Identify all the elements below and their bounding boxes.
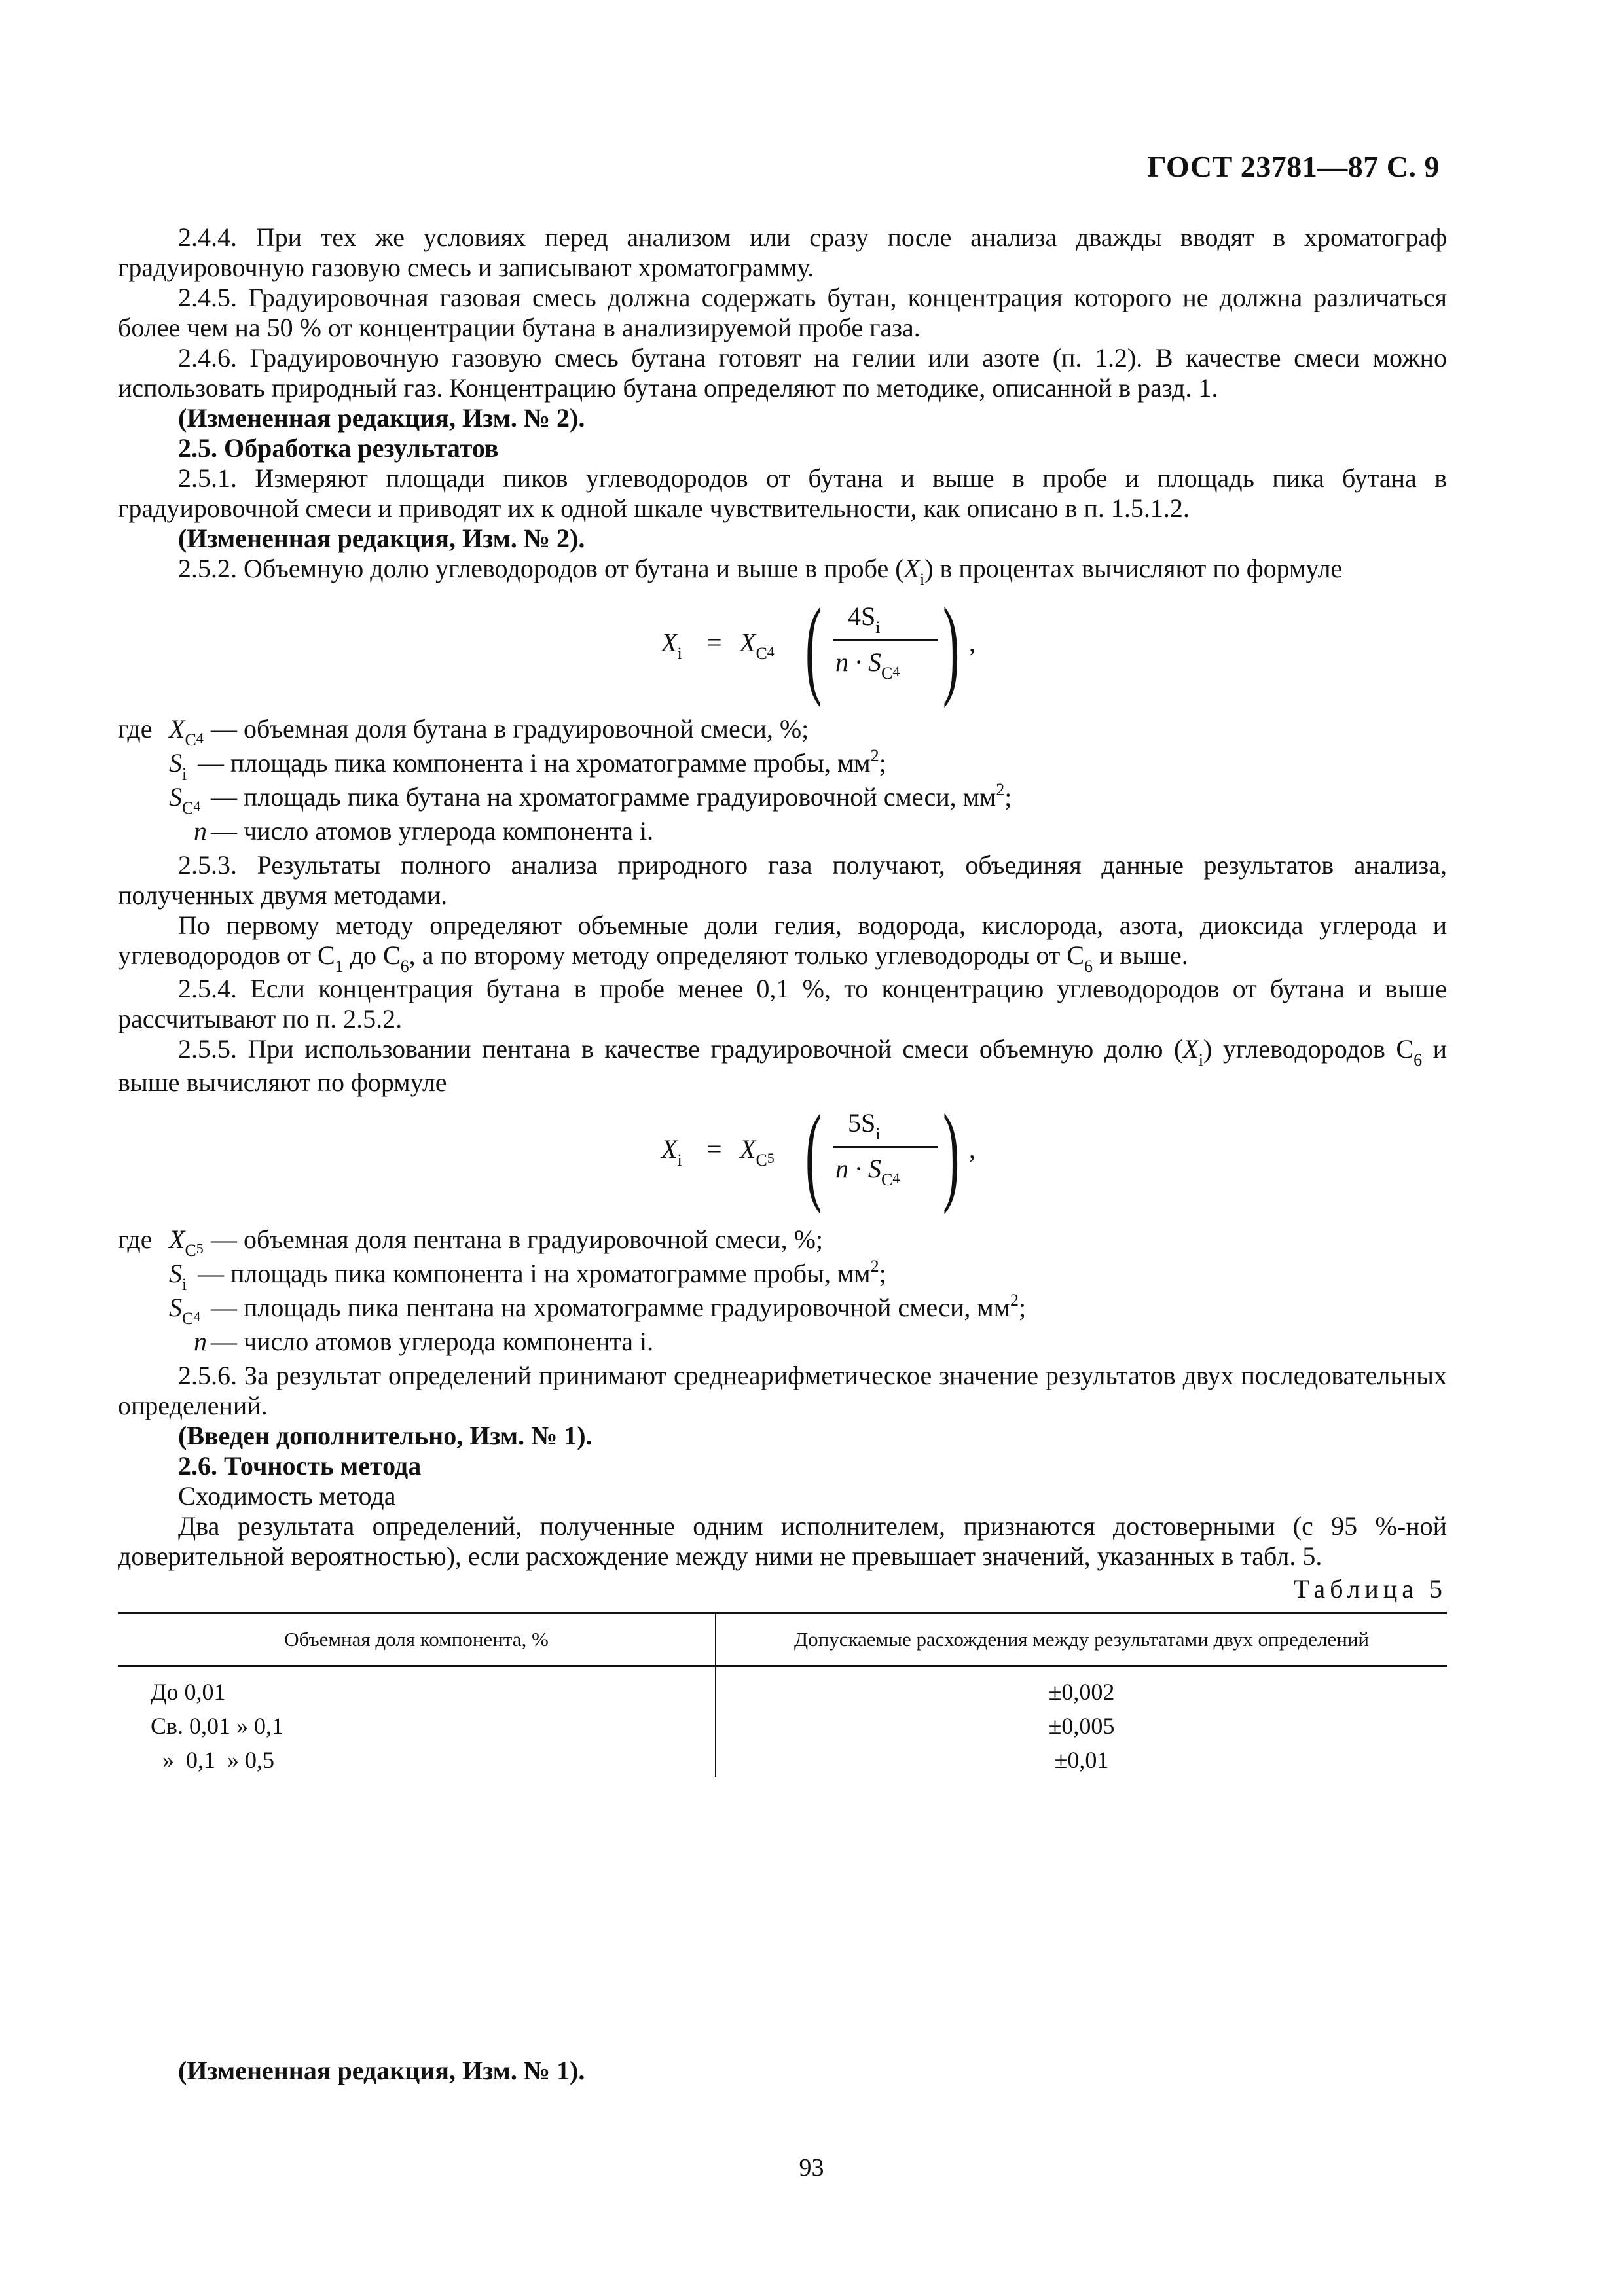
- legend-row: [118, 816, 1447, 850]
- legend-symbol: $X_{C5}$: [169, 1225, 204, 1260]
- symbol: X: [903, 554, 920, 583]
- table-5: [118, 1612, 1447, 1777]
- fraction-numerator: $5S_i$: [848, 1108, 881, 1143]
- text-fragment: 2.5.2. Объемную долю углеводородов от бутана и выше в пробе (: [178, 554, 904, 583]
- table-cell: Св. 0,01 » 0,1: [151, 1713, 284, 1739]
- formula-comma: ,: [969, 628, 976, 657]
- paragraph-2-4-6: 2.4.6. Градуировочную газовую смесь бутана готовят на гелии или азоте (п. 1.2). В качестве смеси можно использовать природный газ. Концентрацию бутана определяют по методике, описанной в разд. 1.: [118, 343, 1447, 403]
- legend-description: — площадь пика компонента i на хроматограмме пробы, $мм^2$;: [198, 746, 886, 778]
- paragraph-2-4-4: 2.4.4. При тех же условиях перед анализом или сразу после анализа дважды вводят в хроматограф градуировочную газовую смесь и записывают хроматограмму.: [118, 223, 1447, 282]
- legend-row: [118, 782, 1447, 816]
- fraction-denominator: $n \cdot S_{C4}$: [835, 647, 900, 683]
- fraction-denominator: $n \cdot S_{C4}$: [835, 1154, 900, 1189]
- table-row: [118, 1709, 1447, 1743]
- paragraph-2-5-3-methods: По первому методу определяют объемные доли гелия, водорода, кислорода, азота, диоксида углерода и углеводородов от $C_1$ до $C_6$, а по второму методу определяют только углеводороды от $C_6$ и выше.: [118, 910, 1447, 976]
- legend-row: [118, 1259, 1447, 1293]
- formula-lhs: $X_i$: [661, 1134, 682, 1170]
- legend-row: [118, 714, 1447, 748]
- table-cell: До 0,01: [151, 1679, 226, 1705]
- legend-row: [118, 1327, 1447, 1361]
- paragraph-2-5-6: 2.5.6. За результат определений принимают среднеарифметическое значение результатов двух последовательных определений.: [118, 1361, 1447, 1420]
- formula-equals: =: [707, 628, 722, 657]
- legend-where: где: [118, 714, 153, 744]
- legend-description: — число атомов углерода компонента i.: [211, 816, 654, 846]
- table-row: [118, 1666, 1447, 1710]
- fraction-numerator: $4S_i$: [848, 601, 881, 637]
- formula-comma: ,: [969, 1134, 976, 1164]
- section-heading-2-5: 2.5. Обработка результатов: [178, 433, 499, 463]
- amendment-note: (Измененная редакция, Изм. № 1).: [178, 2056, 585, 2085]
- legend-symbol: n: [194, 816, 207, 846]
- table-cell: ±0,002: [716, 1666, 1447, 1710]
- legend-where: где: [118, 1225, 153, 1254]
- amendment-note: (Измененная редакция, Изм. № 2).: [178, 403, 585, 433]
- paren-left: (: [805, 585, 822, 708]
- text-fragment: ) в процентах вычисляют по формуле: [924, 554, 1343, 583]
- page-header: ГОСТ 23781—87 С. 9: [1147, 150, 1440, 183]
- section-heading-2-6: 2.6. Точность метода: [178, 1451, 422, 1480]
- table-cell: ±0,005: [716, 1709, 1447, 1743]
- subheading-convergence: Сходимость метода: [178, 1481, 396, 1511]
- paragraph-2-5-4: 2.5.4. Если концентрация бутана в пробе менее 0,1 %, то концентрацию углеводородов от бутана и выше рассчитывают по п. 2.5.2.: [118, 974, 1447, 1033]
- table-caption: Таблица 5: [1293, 1574, 1447, 1604]
- formula-butane: [118, 585, 1447, 708]
- formula-pentane: [118, 1092, 1447, 1218]
- paren-left: (: [805, 1092, 822, 1215]
- page-number: 93: [799, 2154, 824, 2181]
- legend-symbol: $S_i$: [169, 748, 187, 783]
- formula-x-c: $X_{C5}$: [740, 1134, 775, 1170]
- paragraph-2-5-5: 2.5.5. При использовании пентана в качестве градуировочной смеси объемную долю $(X_i)$ углеводородов $C_6$ и выше вычисляют по формуле: [118, 1034, 1447, 1097]
- legend-symbol: n: [194, 1327, 207, 1356]
- paragraph-2-5-2: [118, 554, 1447, 587]
- fraction-bar: [833, 1146, 938, 1148]
- legend-symbol: $S_{C4}$: [169, 1293, 201, 1328]
- legend-description: — площадь пика бутана на хроматограмме градуировочной смеси, $мм^2$;: [211, 780, 1012, 812]
- legend-description: — площадь пика компонента i на хроматограмме пробы, $мм^2$;: [198, 1257, 886, 1288]
- paragraph-2-4-5: 2.4.5. Градуировочная газовая смесь должна содержать бутан, концентрация которого не должна различаться более чем на 50 % от концентрации бутана в анализируемой пробе газа.: [118, 283, 1447, 342]
- legend-description: — число атомов углерода компонента i.: [211, 1327, 654, 1356]
- legend-description: — объемная доля бутана в градуировочной смеси, %;: [211, 714, 809, 744]
- legend-symbol: $S_i$: [169, 1259, 187, 1294]
- table-header-row: [118, 1613, 1447, 1666]
- legend-symbol: $X_{C4}$: [169, 714, 204, 749]
- table-row: [118, 1743, 1447, 1777]
- legend-description: — объемная доля пентана в градуировочной смеси, %;: [211, 1225, 824, 1254]
- paragraph-2-6: Два результата определений, полученные одним исполнителем, признаются достоверными (с 95 %-ной доверительной вероятностью), если расхождение между ними не превышает значений, указанных в табл. 5.: [118, 1511, 1447, 1571]
- paren-right: ): [943, 1092, 960, 1215]
- column-header: Объемная доля компонента, %: [118, 1613, 716, 1666]
- table-cell: ±0,01: [716, 1743, 1447, 1777]
- formula-equals: =: [707, 1134, 722, 1164]
- legend-row: [118, 1225, 1447, 1259]
- subscript: i: [919, 570, 925, 589]
- paren-right: ): [943, 585, 960, 708]
- legend-description: — площадь пика пентана на хроматограмме градуировочной смеси, $мм^2$;: [211, 1291, 1027, 1322]
- paragraph-2-5-3: 2.5.3. Результаты полного анализа природного газа получают, объединяя данные результатов анализа, полученных двумя методами.: [118, 850, 1447, 910]
- table-cell: » 0,1 » 0,5: [151, 1747, 274, 1773]
- formula-lhs: $X_i$: [661, 628, 682, 663]
- formula-x-c: $X_{C4}$: [740, 628, 775, 663]
- column-header: Допускаемые расхождения между результатами двух определений: [716, 1613, 1447, 1666]
- document-body: [118, 223, 1447, 1777]
- legend-symbol: $S_{C4}$: [169, 782, 201, 817]
- paragraph-2-5-1: 2.5.1. Измеряют площади пиков углеводородов от бутана и выше в пробе и площадь пика бутана в градуировочной смеси и приводят их к одной шкале чувствительности, как описано в п. 1.5.1.2.: [118, 463, 1447, 523]
- amendment-note: (Введен дополнительно, Изм. № 1).: [178, 1421, 593, 1450]
- legend-row: [118, 748, 1447, 782]
- amendment-note: (Измененная редакция, Изм. № 2).: [178, 524, 585, 553]
- legend-row: [118, 1293, 1447, 1327]
- fraction-bar: [833, 639, 938, 641]
